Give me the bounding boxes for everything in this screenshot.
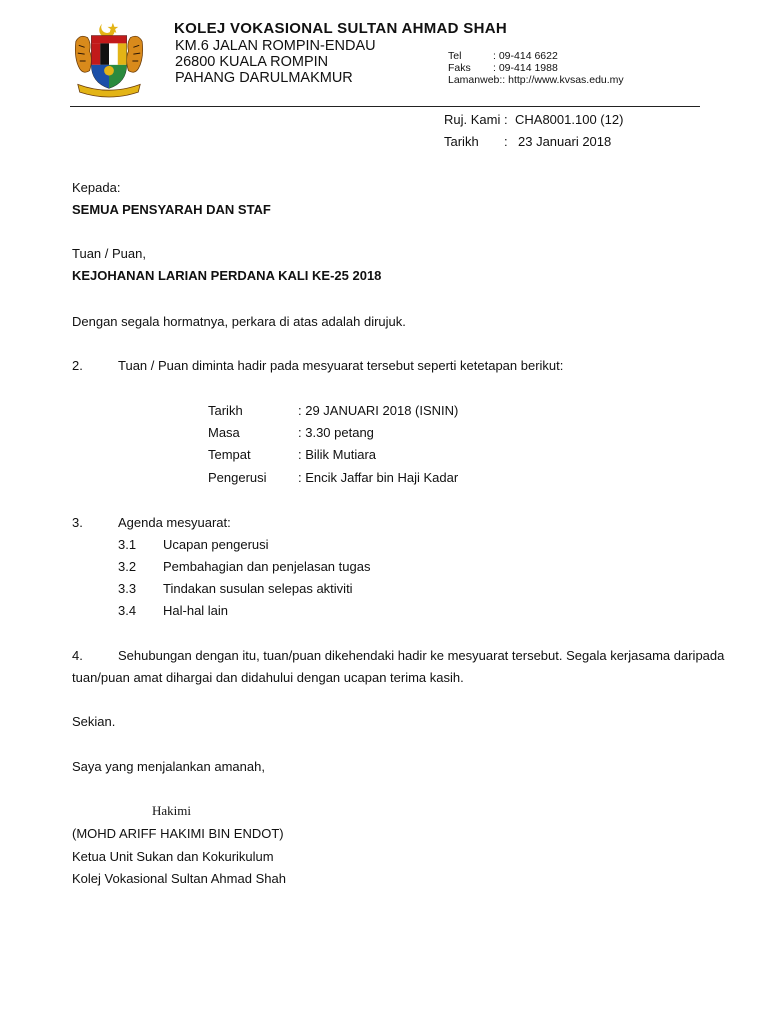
closing-phrase: Saya yang menjalankan amanah, [72, 759, 265, 774]
meeting-chair-value: : Encik Jaffar bin Haji Kadar [298, 470, 459, 485]
reference-number: CHA8001.100 (12) [515, 112, 624, 127]
meeting-date-value: : 29 JANUARI 2018 (ISNIN) [298, 403, 459, 418]
signer-title: Ketua Unit Sukan dan Kokurikulum [72, 849, 274, 864]
address-line-3: PAHANG DARULMAKMUR [175, 70, 353, 86]
address-line-1: KM.6 JALAN ROMPIN-ENDAU [175, 38, 376, 54]
date-label: Tarikh [444, 134, 479, 149]
para-2-number: 2. [72, 358, 83, 373]
para-4-number: 4. [72, 648, 83, 663]
para-3-text: Agenda mesyuarat: [118, 515, 231, 530]
meeting-date-label: Tarikh [208, 403, 243, 418]
fax-value: : 09-414 1988 [493, 62, 558, 74]
meeting-chair-label: Pengerusi [208, 470, 267, 485]
agenda-item-number: 3.4 [118, 603, 137, 618]
meeting-time-value: : 3.30 petang [298, 425, 374, 440]
reference-label: Ruj. Kami : [444, 112, 508, 127]
website-link[interactable]: Lamanweb:: http://www.kvsas.edu.my [448, 74, 624, 86]
header-divider [70, 106, 700, 107]
recipient-label: Kepada: [72, 180, 121, 195]
letter-subject: KEJOHANAN LARIAN PERDANA KALI KE-25 2018 [72, 268, 382, 283]
para-4-line-2: tuan/puan amat dihargai dan didahului dengan ucapan terima kasih. [72, 670, 464, 685]
recipient-name: SEMUA PENSYARAH DAN STAF [72, 202, 271, 217]
opening-paragraph: Dengan segala hormatnya, perkara di atas adalah dirujuk. [72, 314, 406, 329]
agenda-item-text: Pembahagian dan penjelasan tugas [163, 559, 371, 574]
letter-date: 23 Januari 2018 [518, 134, 612, 149]
para-2-text: Tuan / Puan diminta hadir pada mesyuarat tersebut seperti ketetapan berikut: [118, 358, 564, 373]
meeting-time-label: Masa [208, 425, 240, 440]
agenda-item-text: Ucapan pengerusi [163, 537, 269, 552]
salutation: Tuan / Puan, [72, 246, 146, 261]
coat-of-arms-logo [70, 20, 148, 98]
meeting-place-value: : Bilik Mutiara [298, 447, 377, 462]
date-separator: : [504, 134, 508, 149]
agenda-item-text: Hal-hal lain [163, 603, 229, 618]
agenda-item-text: Tindakan susulan selepas aktiviti [163, 581, 353, 596]
tel-label: Tel [448, 50, 462, 62]
closing-text: Sekian. [72, 714, 116, 729]
organization-name: KOLEJ VOKASIONAL SULTAN AHMAD SHAH [174, 20, 507, 37]
signature: Hakimi [152, 803, 191, 818]
para-3-number: 3. [72, 515, 83, 530]
signer-name: (MOHD ARIFF HAKIMI BIN ENDOT) [72, 826, 284, 841]
address-line-2: 26800 KUALA ROMPIN [175, 54, 329, 70]
agenda-item-number: 3.1 [118, 537, 137, 552]
para-4-line-1: Sehubungan dengan itu, tuan/puan dikehendaki hadir ke mesyuarat tersebut. Segala kerjasama daripada [118, 648, 725, 663]
meeting-place-label: Tempat [208, 447, 251, 462]
fax-label: Faks [448, 62, 471, 74]
agenda-item-number: 3.3 [118, 581, 137, 596]
agenda-item-number: 3.2 [118, 559, 137, 574]
signer-organization: Kolej Vokasional Sultan Ahmad Shah [72, 871, 286, 886]
tel-value: : 09-414 6622 [493, 50, 558, 62]
